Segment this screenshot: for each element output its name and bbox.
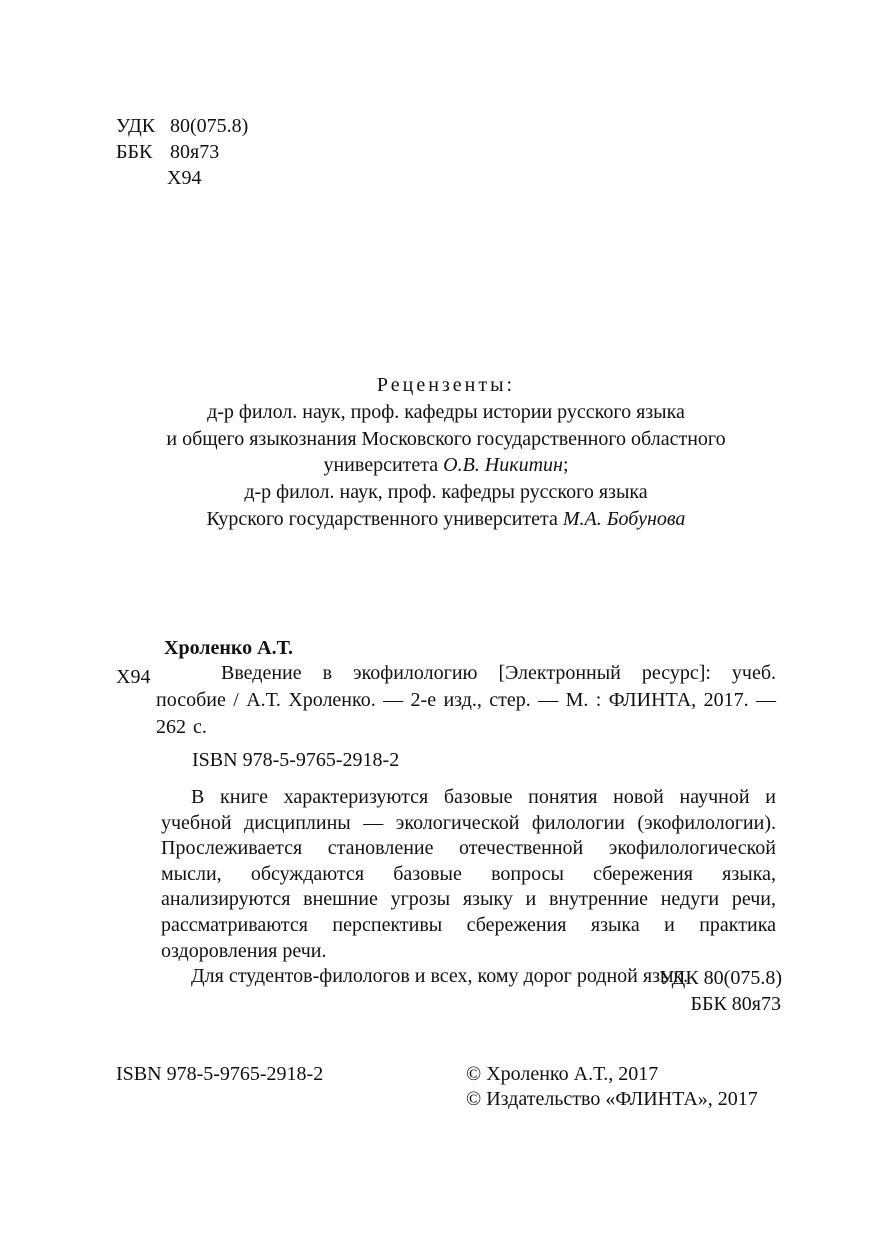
record-description: Введение в экофилологию [Электронный ресурс]: учеб. пособие / А.Т. Хроленко. — 2-е изд., стер. — М. : ФЛИНТА, 2017. — 262 с. — [156, 662, 776, 738]
annotation-paragraph: В книге характеризуются базовые понятия новой научной и учебной дисциплины — экологической филологии (экофилологии). Прослеживается становление отечественной экофилологической мысли, обсуждаются базовые вопросы сбережения языка, анализируются внешние угрозы языку и внутренние недуги речи, рассматриваются перспективы сбережения языка и практика оздоровления речи. — [161, 786, 776, 962]
bbk-value: 80я73 — [170, 141, 220, 163]
author-mark: Х94 — [167, 167, 202, 189]
reviewer1-line2: и общего языкознания Московского государственного областного — [166, 427, 726, 450]
footer-isbn: ISBN 978-5-9765-2918-2 — [116, 1063, 324, 1085]
copyright-publisher: © Издательство «ФЛИНТА», 2017 — [466, 1088, 758, 1110]
reviewer1-affiliation-end: университета — [323, 454, 439, 477]
reviewer1-name: О.В. Никитин — [443, 454, 563, 477]
copyright-author: © Хроленко А.Т., 2017 — [466, 1063, 659, 1085]
udk-value: 80(075.8) — [170, 115, 249, 137]
annotation — [161, 785, 776, 990]
record-author: Хроленко А.Т. — [164, 637, 293, 659]
reviewer1-line1: д-р филол. наук, проф. кафедры истории русского языка — [207, 400, 685, 423]
reviewers-block — [100, 372, 792, 533]
reviewer2-line1: д-р филол. наук, проф. кафедры русского языка — [244, 481, 648, 504]
reviewer2-name: М.А. Бобунова — [562, 507, 686, 530]
record-isbn: ISBN 978-5-9765-2918-2 — [192, 749, 400, 771]
reviewer2-line2 — [100, 506, 792, 533]
bbk-label: ББК — [116, 141, 153, 163]
reviewer2-affiliation-end: Курского государственного университета — [206, 507, 558, 530]
udk-label: УДК — [116, 115, 156, 137]
udk-bottom: УДК 80(075.8) — [659, 967, 782, 989]
bbk-bottom: ББК 80я73 — [690, 993, 781, 1015]
record-author-mark: Х94 — [116, 666, 151, 688]
annotation-audience: Для студентов-филологов и всех, кому дорог родной язык. — [191, 965, 689, 988]
reviewer1-line3 — [100, 452, 792, 479]
reviewers-heading: Рецензенты: — [376, 374, 516, 396]
reviewer1-suffix: ; — [562, 454, 569, 477]
